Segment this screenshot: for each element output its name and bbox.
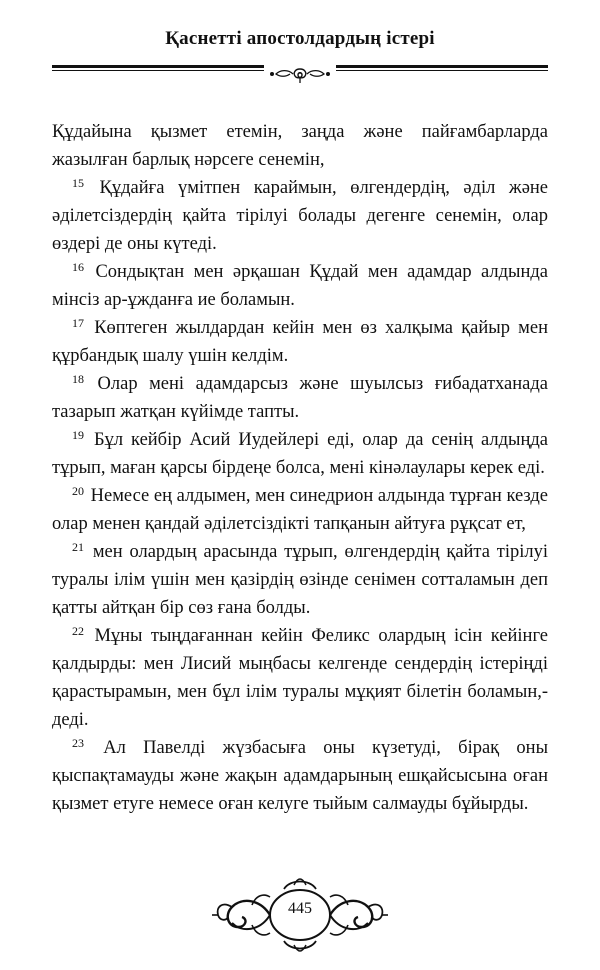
verse-19 xyxy=(52,426,548,482)
verse-number: 16 xyxy=(72,260,84,274)
verse-number: 19 xyxy=(72,428,84,442)
verse-text: Мұны тыңдағаннан кейін Феликс олардың ісін кейінге қалдырды: мен Лисий мыңбасы келгенде сендердің істеріңді қарастырамын, мен бұл ілім туралы мұқият білетін боламын,- деді. xyxy=(52,626,549,730)
verse-text: Немесе ең алдымен, мен синедрион алдында тұрған кезде олар менен қандай әділетсіздікті тапқанын айтуға рұқсат ет, xyxy=(52,486,549,534)
verse-23 xyxy=(52,734,548,818)
verse-text: Сондықтан мен әрқашан Құдай мен адамдар алдында мінсіз ар-ұжданға ие боламын. xyxy=(52,262,549,310)
verse-21 xyxy=(52,538,548,622)
verse-text: Құдайына қызмет етемін, заңда және пайғамбарларда жазылған барлық нәрсеге сенемін, xyxy=(52,122,548,170)
verse-text: Ал Павелді жүзбасыға оны күзетуді, бірақ оны қыспақтамауды және жақын адамдарының ешқайсысына оған қызмет етуге немесе оған келуге тыйым салмауды бұйырды. xyxy=(52,738,549,814)
verse-16 xyxy=(52,258,548,314)
header-ornament-icon xyxy=(264,65,336,87)
body-text xyxy=(52,118,548,818)
verse-17 xyxy=(52,314,548,370)
verse-number: 21 xyxy=(72,540,84,554)
verse-text: мен олардың арасында тұрып, өлгендердің қайта тірілуі туралы ілім үшін мен қазірдің өзінде сенімен сотталамын деп қатты айтқан бір сөз ғана болды. xyxy=(52,542,549,618)
verse-text: Көптеген жылдардан кейін мен өз халқыма қайыр мен құрбандық шалу үшін келдім. xyxy=(52,318,548,366)
verse-number: 15 xyxy=(72,176,84,190)
paragraph-continuation xyxy=(52,118,548,174)
verse-text: Бұл кейбір Асий Иудейлері еді, олар да сенің алдыңда тұрып, маған қарсы бірдеңе болса, мені кінәлаулары керек еді. xyxy=(52,430,548,478)
verse-text: Құдайға үмітпен караймын, өлгендердің, әділ және әділетсіздердің қайта тірілуі болады дегенге сенемін, олар өздері де оны күтеді. xyxy=(52,178,549,254)
verse-number: 18 xyxy=(72,372,84,386)
verse-22 xyxy=(52,622,548,734)
verse-number: 23 xyxy=(72,736,84,750)
page-number: 445 xyxy=(288,900,312,917)
running-header-title: Қаснетті апостолдардың істері xyxy=(165,28,435,49)
verse-number: 17 xyxy=(72,316,84,330)
verse-15 xyxy=(52,174,548,258)
verse-20 xyxy=(52,482,548,538)
verse-number: 20 xyxy=(72,484,84,498)
verse-18 xyxy=(52,370,548,426)
verse-number: 22 xyxy=(72,624,84,638)
verse-text: Олар мені адамдарсыз және шуылсыз ғибадатханада тазарып жатқан күйімде тапты. xyxy=(52,374,549,422)
